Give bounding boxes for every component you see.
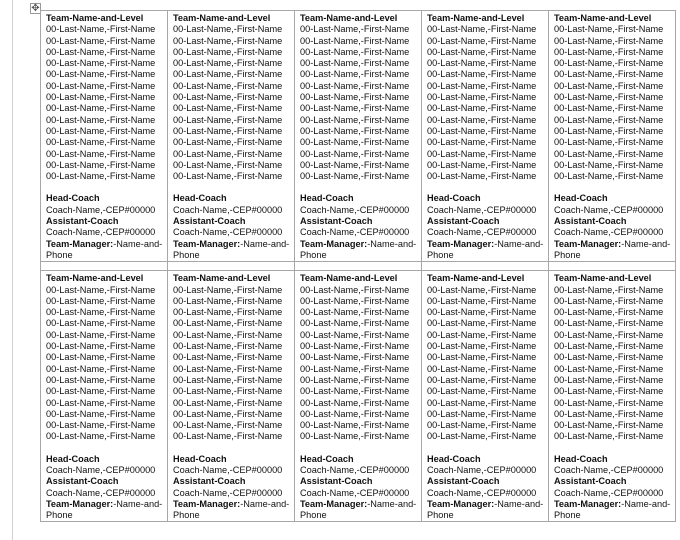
player-line: 00-Last-Name,-First-Name: [46, 80, 156, 91]
player-line: 00-Last-Name,-First-Name: [300, 341, 410, 352]
team-title: Team-Name-and-Level: [427, 273, 525, 284]
blank-line: [427, 182, 544, 193]
player-line: 00-Last-Name,-First-Name: [300, 363, 410, 374]
roster-card[interactable]: [168, 271, 295, 522]
head-coach-value: Coach-Name,-CEP#00000: [300, 464, 410, 475]
player-line: 00-Last-Name,-First-Name: [554, 295, 664, 306]
player-line: 00-Last-Name,-First-Name: [46, 318, 156, 329]
spacer-cell[interactable]: [168, 262, 295, 271]
team-title: Team-Name-and-Level: [46, 13, 144, 23]
player-line: 00-Last-Name,-First-Name: [554, 307, 664, 318]
team-title: Team-Name-and-Level: [300, 13, 398, 23]
blank-line: [46, 182, 163, 193]
player-line: 00-Last-Name,-First-Name: [173, 431, 283, 442]
player-line: 00-Last-Name,-First-Name: [173, 363, 283, 374]
roster-card[interactable]: [422, 11, 549, 262]
player-line: 00-Last-Name,-First-Name: [427, 318, 537, 329]
player-line: 00-Last-Name,-First-Name: [46, 307, 156, 318]
player-line: 00-Last-Name,-First-Name: [554, 103, 664, 114]
player-line: 00-Last-Name,-First-Name: [427, 307, 537, 318]
player-line: 00-Last-Name,-First-Name: [173, 24, 283, 35]
head-coach-label: Head-Coach: [554, 193, 608, 204]
head-coach-value: Coach-Name,-CEP#00000: [427, 464, 537, 475]
player-line: 00-Last-Name,-First-Name: [300, 69, 410, 80]
team-title: Team-Name-and-Level: [46, 273, 144, 284]
team-manager-label: Team-Manager:: [173, 498, 241, 509]
player-line: 00-Last-Name,-First-Name: [173, 397, 283, 408]
player-line: 00-Last-Name,-First-Name: [554, 420, 664, 431]
head-coach-value: Coach-Name,-CEP#00000: [173, 204, 283, 215]
team-manager-value: -Name-and-Phone: [300, 498, 417, 521]
player-line: 00-Last-Name,-First-Name: [427, 114, 537, 125]
roster-table: [40, 10, 676, 522]
player-line: 00-Last-Name,-First-Name: [300, 386, 410, 397]
spacer-cell[interactable]: [295, 262, 422, 271]
player-line: 00-Last-Name,-First-Name: [300, 24, 410, 35]
player-line: 00-Last-Name,-First-Name: [427, 420, 537, 431]
team-manager-label: Team-Manager:: [173, 238, 241, 249]
player-line: 00-Last-Name,-First-Name: [46, 159, 156, 170]
team-manager-value: -Name-and-Phone: [554, 238, 671, 260]
player-line: 00-Last-Name,-First-Name: [300, 159, 410, 170]
player-line: 00-Last-Name,-First-Name: [427, 431, 537, 442]
assistant-coach-value: Coach-Name,-CEP#00000: [46, 487, 156, 498]
head-coach-label: Head-Coach: [300, 453, 354, 464]
blank-line: [173, 443, 290, 454]
team-manager-label: Team-Manager:: [427, 238, 495, 249]
team-manager-line: [173, 239, 290, 262]
player-line: 00-Last-Name,-First-Name: [300, 46, 410, 57]
spacer-row: [41, 262, 676, 271]
player-line: 00-Last-Name,-First-Name: [554, 80, 664, 91]
team-title: Team-Name-and-Level: [300, 273, 398, 284]
player-line: 00-Last-Name,-First-Name: [300, 148, 410, 159]
assistant-coach-value: Coach-Name,-CEP#00000: [554, 227, 664, 238]
player-line: 00-Last-Name,-First-Name: [300, 397, 410, 408]
assistant-coach-label: Assistant-Coach: [554, 216, 627, 227]
spacer-cell[interactable]: [41, 262, 168, 271]
player-line: 00-Last-Name,-First-Name: [554, 431, 664, 442]
player-line: 00-Last-Name,-First-Name: [173, 284, 283, 295]
assistant-coach-label: Assistant-Coach: [46, 216, 119, 227]
head-coach-label: Head-Coach: [427, 453, 481, 464]
player-line: 00-Last-Name,-First-Name: [173, 352, 283, 363]
assistant-coach-value: Coach-Name,-CEP#00000: [173, 487, 283, 498]
player-line: 00-Last-Name,-First-Name: [46, 103, 156, 114]
player-line: 00-Last-Name,-First-Name: [46, 386, 156, 397]
player-line: 00-Last-Name,-First-Name: [427, 80, 537, 91]
player-line: 00-Last-Name,-First-Name: [46, 397, 156, 408]
player-line: 00-Last-Name,-First-Name: [46, 114, 156, 125]
player-line: 00-Last-Name,-First-Name: [554, 329, 664, 340]
player-line: 00-Last-Name,-First-Name: [46, 125, 156, 136]
assistant-coach-value: Coach-Name,-CEP#00000: [173, 227, 283, 238]
assistant-coach-value: Coach-Name,-CEP#00000: [427, 487, 537, 498]
player-line: 00-Last-Name,-First-Name: [427, 397, 537, 408]
player-line: 00-Last-Name,-First-Name: [300, 284, 410, 295]
player-line: 00-Last-Name,-First-Name: [554, 352, 664, 363]
player-line: 00-Last-Name,-First-Name: [173, 69, 283, 80]
team-manager-value: -Name-and-Phone: [46, 238, 163, 260]
player-line: 00-Last-Name,-First-Name: [173, 295, 283, 306]
player-line: 00-Last-Name,-First-Name: [427, 125, 537, 136]
player-line: 00-Last-Name,-First-Name: [554, 114, 664, 125]
player-line: 00-Last-Name,-First-Name: [46, 58, 156, 69]
assistant-coach-label: Assistant-Coach: [173, 476, 246, 487]
blank-line: [300, 443, 417, 454]
card-row: [41, 11, 676, 262]
assistant-coach-label: Assistant-Coach: [300, 476, 373, 487]
player-line: 00-Last-Name,-First-Name: [554, 137, 664, 148]
player-line: 00-Last-Name,-First-Name: [173, 420, 283, 431]
head-coach-value: Coach-Name,-CEP#00000: [46, 464, 156, 475]
head-coach-label: Head-Coach: [427, 193, 481, 204]
team-manager-label: Team-Manager:: [46, 238, 114, 249]
head-coach-value: Coach-Name,-CEP#00000: [427, 204, 537, 215]
assistant-coach-value: Coach-Name,-CEP#00000: [300, 487, 410, 498]
player-line: 00-Last-Name,-First-Name: [173, 307, 283, 318]
blank-line: [554, 182, 671, 193]
roster-card[interactable]: [422, 271, 549, 522]
team-manager-value: -Name-and-Phone: [173, 238, 290, 260]
team-manager-line: [46, 499, 163, 522]
team-manager-label: Team-Manager:: [554, 498, 622, 509]
player-line: 00-Last-Name,-First-Name: [427, 92, 537, 103]
head-coach-label: Head-Coach: [173, 193, 227, 204]
player-line: 00-Last-Name,-First-Name: [427, 69, 537, 80]
roster-card[interactable]: [549, 11, 676, 262]
player-line: 00-Last-Name,-First-Name: [554, 171, 664, 182]
team-manager-line: [300, 239, 417, 262]
player-line: 00-Last-Name,-First-Name: [427, 46, 537, 57]
roster-card[interactable]: [295, 271, 422, 522]
player-line: 00-Last-Name,-First-Name: [427, 329, 537, 340]
player-line: 00-Last-Name,-First-Name: [46, 431, 156, 442]
player-line: 00-Last-Name,-First-Name: [46, 329, 156, 340]
player-line: 00-Last-Name,-First-Name: [46, 341, 156, 352]
team-manager-label: Team-Manager:: [554, 238, 622, 249]
player-line: 00-Last-Name,-First-Name: [46, 363, 156, 374]
player-line: 00-Last-Name,-First-Name: [427, 103, 537, 114]
player-line: 00-Last-Name,-First-Name: [173, 80, 283, 91]
player-line: 00-Last-Name,-First-Name: [300, 137, 410, 148]
player-line: 00-Last-Name,-First-Name: [300, 114, 410, 125]
head-coach-label: Head-Coach: [46, 193, 100, 204]
player-line: 00-Last-Name,-First-Name: [427, 363, 537, 374]
player-line: 00-Last-Name,-First-Name: [46, 420, 156, 431]
player-line: 00-Last-Name,-First-Name: [300, 125, 410, 136]
player-line: 00-Last-Name,-First-Name: [300, 318, 410, 329]
player-line: 00-Last-Name,-First-Name: [554, 46, 664, 57]
head-coach-label: Head-Coach: [300, 193, 354, 204]
assistant-coach-value: Coach-Name,-CEP#00000: [46, 227, 156, 238]
roster-card[interactable]: [295, 11, 422, 262]
player-line: 00-Last-Name,-First-Name: [427, 58, 537, 69]
roster-card[interactable]: [549, 271, 676, 522]
team-manager-label: Team-Manager:: [300, 498, 368, 509]
player-line: 00-Last-Name,-First-Name: [554, 92, 664, 103]
player-line: 00-Last-Name,-First-Name: [300, 420, 410, 431]
player-line: 00-Last-Name,-First-Name: [173, 125, 283, 136]
player-line: 00-Last-Name,-First-Name: [173, 46, 283, 57]
player-line: 00-Last-Name,-First-Name: [427, 386, 537, 397]
player-line: 00-Last-Name,-First-Name: [173, 386, 283, 397]
team-manager-value: -Name-and-Phone: [300, 238, 417, 260]
team-title: Team-Name-and-Level: [173, 13, 271, 23]
player-line: 00-Last-Name,-First-Name: [554, 318, 664, 329]
player-line: 00-Last-Name,-First-Name: [554, 69, 664, 80]
player-line: 00-Last-Name,-First-Name: [46, 92, 156, 103]
team-title: Team-Name-and-Level: [554, 13, 652, 23]
player-line: 00-Last-Name,-First-Name: [46, 24, 156, 35]
player-line: 00-Last-Name,-First-Name: [300, 374, 410, 385]
player-line: 00-Last-Name,-First-Name: [46, 46, 156, 57]
assistant-coach-value: Coach-Name,-CEP#00000: [300, 227, 410, 238]
team-title: Team-Name-and-Level: [554, 273, 652, 284]
roster-card[interactable]: [168, 11, 295, 262]
player-line: 00-Last-Name,-First-Name: [173, 35, 283, 46]
team-manager-value: -Name-and-Phone: [427, 238, 544, 260]
player-line: 00-Last-Name,-First-Name: [300, 307, 410, 318]
player-line: 00-Last-Name,-First-Name: [300, 431, 410, 442]
spacer-cell[interactable]: [549, 262, 676, 271]
roster-card[interactable]: [41, 11, 168, 262]
player-line: 00-Last-Name,-First-Name: [554, 125, 664, 136]
player-line: 00-Last-Name,-First-Name: [300, 352, 410, 363]
player-line: 00-Last-Name,-First-Name: [427, 171, 537, 182]
player-line: 00-Last-Name,-First-Name: [554, 24, 664, 35]
head-coach-label: Head-Coach: [173, 453, 227, 464]
assistant-coach-label: Assistant-Coach: [427, 476, 500, 487]
player-line: 00-Last-Name,-First-Name: [46, 148, 156, 159]
player-line: 00-Last-Name,-First-Name: [427, 284, 537, 295]
team-manager-line: [554, 239, 671, 262]
team-manager-label: Team-Manager:: [427, 498, 495, 509]
head-coach-value: Coach-Name,-CEP#00000: [300, 204, 410, 215]
player-line: 00-Last-Name,-First-Name: [173, 329, 283, 340]
player-line: 00-Last-Name,-First-Name: [554, 284, 664, 295]
player-line: 00-Last-Name,-First-Name: [173, 408, 283, 419]
player-line: 00-Last-Name,-First-Name: [427, 24, 537, 35]
player-line: 00-Last-Name,-First-Name: [173, 103, 283, 114]
player-line: 00-Last-Name,-First-Name: [554, 35, 664, 46]
player-line: 00-Last-Name,-First-Name: [554, 159, 664, 170]
player-line: 00-Last-Name,-First-Name: [173, 341, 283, 352]
player-line: 00-Last-Name,-First-Name: [427, 408, 537, 419]
player-line: 00-Last-Name,-First-Name: [46, 69, 156, 80]
player-line: 00-Last-Name,-First-Name: [554, 148, 664, 159]
player-line: 00-Last-Name,-First-Name: [427, 159, 537, 170]
player-line: 00-Last-Name,-First-Name: [46, 295, 156, 306]
team-manager-value: -Name-and-Phone: [554, 498, 671, 521]
player-line: 00-Last-Name,-First-Name: [427, 137, 537, 148]
player-line: 00-Last-Name,-First-Name: [173, 137, 283, 148]
player-line: 00-Last-Name,-First-Name: [300, 58, 410, 69]
blank-line: [173, 182, 290, 193]
team-manager-value: -Name-and-Phone: [46, 498, 163, 521]
assistant-coach-label: Assistant-Coach: [554, 476, 627, 487]
team-manager-line: [427, 499, 544, 522]
player-line: 00-Last-Name,-First-Name: [554, 363, 664, 374]
player-line: 00-Last-Name,-First-Name: [173, 318, 283, 329]
head-coach-label: Head-Coach: [46, 453, 100, 464]
assistant-coach-value: Coach-Name,-CEP#00000: [427, 227, 537, 238]
player-line: 00-Last-Name,-First-Name: [427, 341, 537, 352]
player-line: 00-Last-Name,-First-Name: [427, 295, 537, 306]
player-line: 00-Last-Name,-First-Name: [427, 148, 537, 159]
team-manager-line: [427, 239, 544, 262]
player-line: 00-Last-Name,-First-Name: [173, 171, 283, 182]
team-title: Team-Name-and-Level: [173, 273, 271, 284]
player-line: 00-Last-Name,-First-Name: [300, 329, 410, 340]
head-coach-value: Coach-Name,-CEP#00000: [554, 464, 664, 475]
player-line: 00-Last-Name,-First-Name: [427, 352, 537, 363]
head-coach-label: Head-Coach: [554, 453, 608, 464]
player-line: 00-Last-Name,-First-Name: [554, 386, 664, 397]
player-line: 00-Last-Name,-First-Name: [46, 374, 156, 385]
team-manager-line: [554, 499, 671, 522]
player-line: 00-Last-Name,-First-Name: [300, 171, 410, 182]
team-manager-line: [46, 239, 163, 262]
player-line: 00-Last-Name,-First-Name: [46, 137, 156, 148]
player-line: 00-Last-Name,-First-Name: [300, 103, 410, 114]
team-manager-label: Team-Manager:: [300, 238, 368, 249]
assistant-coach-label: Assistant-Coach: [46, 476, 119, 487]
player-line: 00-Last-Name,-First-Name: [427, 374, 537, 385]
player-line: 00-Last-Name,-First-Name: [300, 80, 410, 91]
blank-line: [554, 443, 671, 454]
player-line: 00-Last-Name,-First-Name: [427, 35, 537, 46]
player-line: 00-Last-Name,-First-Name: [300, 35, 410, 46]
head-coach-value: Coach-Name,-CEP#00000: [554, 204, 664, 215]
player-line: 00-Last-Name,-First-Name: [300, 295, 410, 306]
team-manager-line: [300, 499, 417, 522]
assistant-coach-label: Assistant-Coach: [300, 216, 373, 227]
player-line: 00-Last-Name,-First-Name: [554, 341, 664, 352]
player-line: 00-Last-Name,-First-Name: [173, 114, 283, 125]
player-line: 00-Last-Name,-First-Name: [554, 408, 664, 419]
team-manager-value: -Name-and-Phone: [427, 498, 544, 521]
player-line: 00-Last-Name,-First-Name: [300, 92, 410, 103]
team-manager-line: [173, 499, 290, 522]
table-move-handle-icon[interactable]: ✥: [31, 3, 40, 14]
card-row: [41, 271, 676, 522]
head-coach-value: Coach-Name,-CEP#00000: [46, 204, 156, 215]
player-line: 00-Last-Name,-First-Name: [46, 284, 156, 295]
player-line: 00-Last-Name,-First-Name: [46, 35, 156, 46]
page-margin-rule: [12, 0, 13, 540]
team-manager-value: -Name-and-Phone: [173, 498, 290, 521]
player-line: 00-Last-Name,-First-Name: [46, 352, 156, 363]
player-line: 00-Last-Name,-First-Name: [173, 148, 283, 159]
head-coach-value: Coach-Name,-CEP#00000: [173, 464, 283, 475]
blank-line: [46, 443, 163, 454]
player-line: 00-Last-Name,-First-Name: [554, 58, 664, 69]
team-manager-label: Team-Manager:: [46, 498, 114, 509]
player-line: 00-Last-Name,-First-Name: [173, 92, 283, 103]
player-line: 00-Last-Name,-First-Name: [554, 374, 664, 385]
player-line: 00-Last-Name,-First-Name: [554, 397, 664, 408]
spacer-cell[interactable]: [422, 262, 549, 271]
blank-line: [300, 182, 417, 193]
player-line: 00-Last-Name,-First-Name: [173, 58, 283, 69]
assistant-coach-label: Assistant-Coach: [427, 216, 500, 227]
player-line: 00-Last-Name,-First-Name: [173, 159, 283, 170]
player-line: 00-Last-Name,-First-Name: [173, 374, 283, 385]
assistant-coach-label: Assistant-Coach: [173, 216, 246, 227]
player-line: 00-Last-Name,-First-Name: [46, 171, 156, 182]
player-line: 00-Last-Name,-First-Name: [300, 408, 410, 419]
player-line: 00-Last-Name,-First-Name: [46, 408, 156, 419]
blank-line: [427, 443, 544, 454]
assistant-coach-value: Coach-Name,-CEP#00000: [554, 487, 664, 498]
team-title: Team-Name-and-Level: [427, 13, 525, 23]
roster-card[interactable]: [41, 271, 168, 522]
